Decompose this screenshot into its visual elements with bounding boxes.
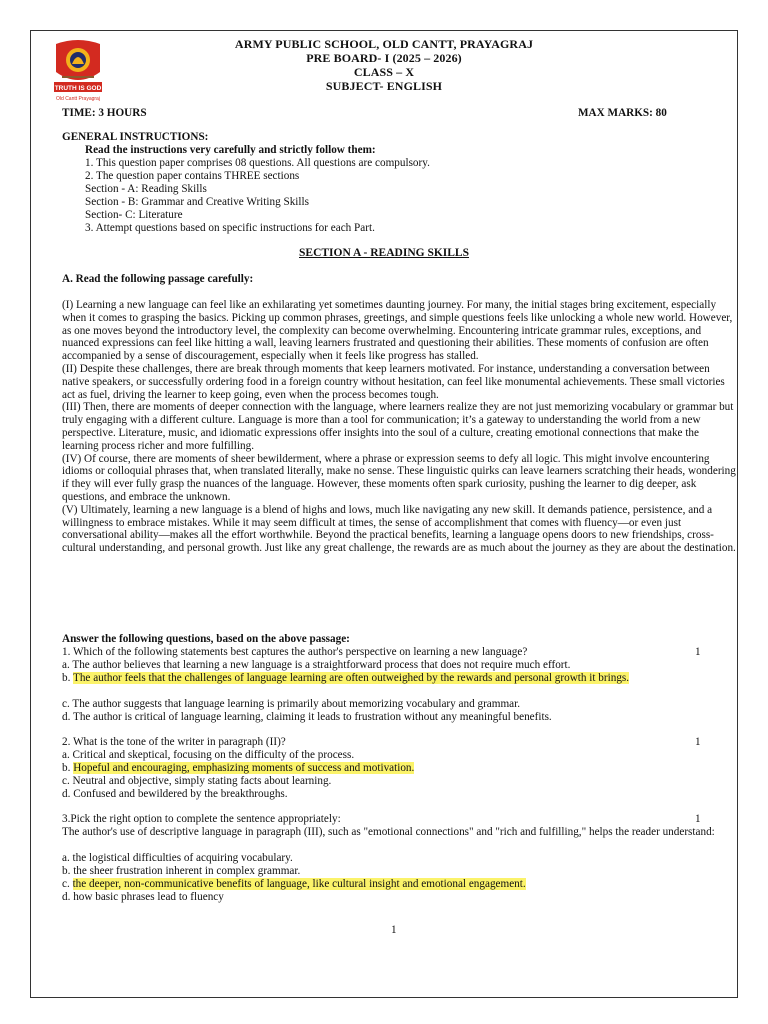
section-a-title: SECTION A - READING SKILLS (299, 247, 469, 259)
instruction-item: 1. This question paper comprises 08 questions. All questions are compulsory. (85, 157, 430, 169)
question-1-marks: 1 (695, 646, 701, 658)
instructions-title: GENERAL INSTRUCTIONS: (62, 131, 209, 143)
option-b-letter: b. (62, 762, 74, 774)
option-b-letter: b. (62, 672, 73, 684)
passage-intro: A. Read the following passage carefully: (62, 273, 254, 285)
logo-place: Old Cantt Prayagraj (56, 96, 100, 102)
instructions-lead: Read the instructions very carefully and strictly follow them: (85, 144, 376, 156)
passage-paragraph: (IV) Of course, there are moments of sheer bewilderment, where a phrase or expression seems to defy all logic. This might involve encountering idioms or colloquial phrases that, when translated literally, make no sense. These linguistic quirks can leave learners scratching their heads, wondering if they will ever fully grasp the nuances of the language. However, these moments often spark curiosity, pushing the learner to dig deeper, ask questions, and embrace the unknown. (62, 452, 736, 503)
question-2-marks: 1 (695, 736, 701, 748)
question-2-option-d: d. Confused and bewildered by the breakthroughs. (62, 788, 288, 800)
question-1-option-c: c. The author suggests that language learning is primarily about memorizing vocabulary and grammar. (62, 698, 521, 710)
question-3-option-d: d. how basic phrases lead to fluency (62, 891, 224, 903)
question-1-stem: 1. Which of the following statements best captures the author's perspective on learning a new language? (62, 646, 528, 658)
passage-paragraph: (II) Despite these challenges, there are break through moments that keep learners motivated. For instance, understanding a conversation between native speakers, or successfully ordering food in a foreign country without hesitation, can feel like monumental achievements. These small victories act as fuel, driving the learner to keep going, even when the process becomes tough. (62, 362, 725, 401)
question-3-option-a: a. the logistical difficulties of acquiring vocabulary. (62, 852, 293, 864)
instruction-item: 2. The question paper contains THREE sections (85, 170, 300, 182)
question-2-stem: 2. What is the tone of the writer in paragraph (II)? (62, 736, 286, 748)
instruction-item: Section - A: Reading Skills (85, 183, 207, 195)
time-label: TIME: 3 HOURS (62, 107, 147, 119)
max-marks-label: MAX MARKS: 80 (578, 107, 667, 119)
exam-name: PRE BOARD- I (2025 – 2026) (306, 51, 462, 65)
page-number: 1 (391, 924, 397, 936)
instruction-item: Section- C: Literature (85, 209, 183, 221)
answer-heading: Answer the following questions, based on the above passage: (62, 633, 350, 645)
question-1-option-b (62, 672, 724, 685)
class-name: CLASS – X (353, 65, 415, 79)
subject-name: SUBJECT- ENGLISH (325, 79, 443, 93)
school-name: ARMY PUBLIC SCHOOL, OLD CANTT, PRAYAGRAJ (234, 37, 534, 51)
question-3-marks: 1 (695, 813, 701, 825)
highlighted-answer: the deeper, non-communicative benefits of language, like cultural insight and emotional engagement. (72, 878, 526, 890)
question-1-option-d: d. The author is critical of language learning, claiming it leads to frustration without any meaningful benefits. (62, 711, 552, 723)
question-2-option-c: c. Neutral and objective, simply stating facts about learning. (62, 775, 332, 787)
instruction-item: Section - B: Grammar and Creative Writing Skills (85, 196, 309, 208)
passage-paragraph: (V) Ultimately, learning a new language is a blend of highs and lows, much like navigating any new skill. It demands patience, persistence, and a willingness to embrace mistakes. While it may seem difficult at times, the sense of accomplishment that comes with fluency—or even just conversational ability—makes all the effort worthwhile. Beyond the practical benefits, learning a language opens doors to new friendships, cross-cultural understanding, and personal growth. Just like any great challenge, the rewards are as much about the journey as they are about the destination. (62, 503, 736, 555)
logo-motto: TRUTH IS GOD (54, 85, 102, 92)
instruction-item: 3. Attempt questions based on specific instructions for each Part. (85, 222, 375, 234)
question-2-option-b (62, 762, 414, 775)
question-3-stem: 3.Pick the right option to complete the sentence appropriately: (62, 813, 341, 825)
question-3-body: The author's use of descriptive language in paragraph (III), such as "emotional connections" and "rich and fulfilling," helps the reader understand: (62, 826, 715, 838)
passage-paragraph: (I) Learning a new language can feel like an exhilarating yet sometimes daunting journey. For many, the initial stages bring excitement, especially when it comes to grasping the basics. Picking up common phrases, greetings, and simple questions feels like unlocking a whole new world. However, as one moves beyond the introductory level, the complexity can become overwhelming. Encountering intricate grammar rules, exceptions, and nuanced expressions can feel like hitting a wall, leaving learners frustrated and questioning their abilities. These moments of confusion are often accompanied by a sense of discouragement, especially when it feels like progress has stalled. (62, 299, 733, 363)
highlighted-answer: Hopeful and encouraging, emphasizing moments of success and motivation. (73, 762, 415, 774)
question-3-option-b: b. the sheer frustration inherent in complex grammar. (62, 865, 301, 877)
question-1-option-a: a. The author believes that learning a new language is a straightforward process that does not require much effort. (62, 659, 571, 671)
passage (62, 299, 738, 555)
highlighted-answer: The author feels that the challenges of language learning are often outweighed by the rewards and personal growth it brings. (73, 672, 630, 684)
question-3-option-c (62, 878, 526, 891)
passage-paragraph: (III) Then, there are moments of deeper connection with the language, where learners realize they are not just memorizing vocabulary or grammar but truly engaging with a different culture. Language is more than a tool for communication; it’s a gateway to understanding the world from a new perspective. Literature, music, and idiomatic expressions offer insights into the soul of a culture, creating emotional connections that make the learning process richer and more fulfilling. (62, 401, 734, 452)
option-c-letter: c. (62, 878, 73, 890)
question-2-option-a: a. Critical and skeptical, focusing on the difficulty of the process. (62, 749, 355, 761)
